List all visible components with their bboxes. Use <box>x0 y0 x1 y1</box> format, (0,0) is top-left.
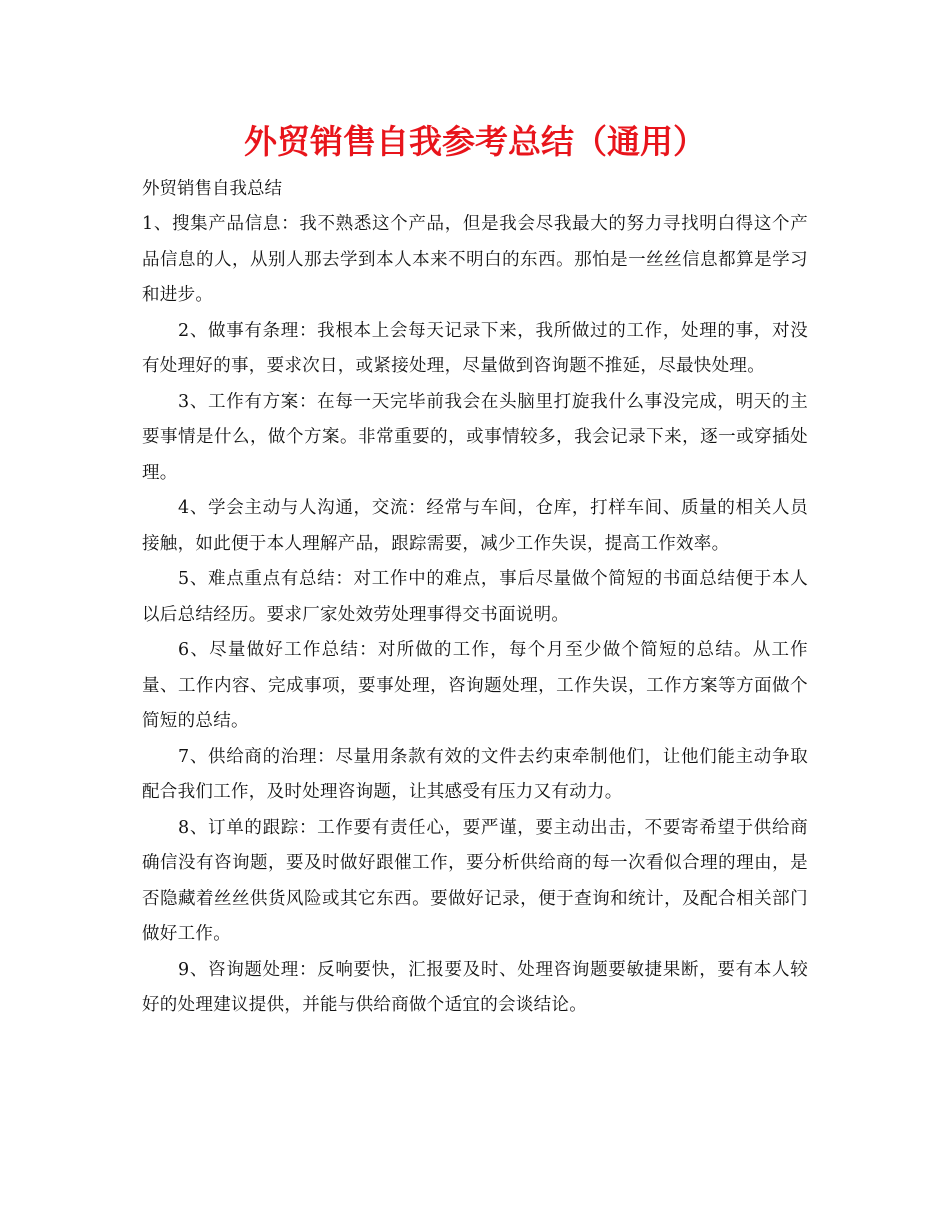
document-subtitle: 外贸销售自我总结 <box>142 179 282 199</box>
document-page <box>142 118 808 1024</box>
paragraph-9: 9、咨询题处理：反响要快，汇报要及时、处理咨询题要敏捷果断，要有本人较好的处理建议提供，并能与供给商做个适宜的会谈结论。 <box>142 959 808 1015</box>
document-title: 外贸销售自我参考总结（通用） <box>244 122 706 161</box>
paragraph-3: 3、工作有方案：在每一天完毕前我会在头脑里打旋我什么事没完成，明天的主要事情是什么，做个方案。非常重要的，或事情较多，我会记录下来，逐一或穿插处理。 <box>142 391 808 483</box>
paragraph-5: 5、难点重点有总结：对工作中的难点，事后尽量做个简短的书面总结便于本人以后总结经历。要求厂家处效劳处理事得交书面说明。 <box>142 569 808 625</box>
paragraph-6: 6、尽量做好工作总结：对所做的工作，每个月至少做个简短的总结。从工作量、工作内容、完成事项，要事处理，咨询题处理，工作失误，工作方案等方面做个简短的总结。 <box>142 640 808 731</box>
paragraph-2: 2、做事有条理：我根本上会每天记录下来，我所做过的工作，处理的事，对没有处理好的事，要求次日，或紧接处理，尽量做到咨询题不推延，尽最快处理。 <box>142 320 808 376</box>
paragraph-1: 1、搜集产品信息：我不熟悉这个产品，但是我会尽我最大的努力寻找明白得这个产品信息的人，从别人那去学到本人本来不明白的东西。那怕是一丝丝信息都算是学习和进步。 <box>142 214 808 305</box>
paragraph-8: 8、订单的跟踪：工作要有责任心，要严谨，要主动出击，不要寄希望于供给商确信没有咨询题，要及时做好跟催工作，要分析供给商的每一次看似合理的理由，是否隐藏着丝丝供货风险或其它东西。要做好记录，便于查询和统计，及配合相关部门做好工作。 <box>142 817 808 944</box>
paragraph-7: 7、供给商的治理：尽量用条款有效的文件去约束牵制他们，让他们能主动争取配合我们工作，及时处理咨询题，让其感受有压力又有动力。 <box>142 746 808 802</box>
paragraph-4: 4、学会主动与人沟通，交流：经常与车间，仓库，打样车间、质量的相关人员接触，如此便于本人理解产品，跟踪需要，减少工作失误，提高工作效率。 <box>142 498 808 554</box>
